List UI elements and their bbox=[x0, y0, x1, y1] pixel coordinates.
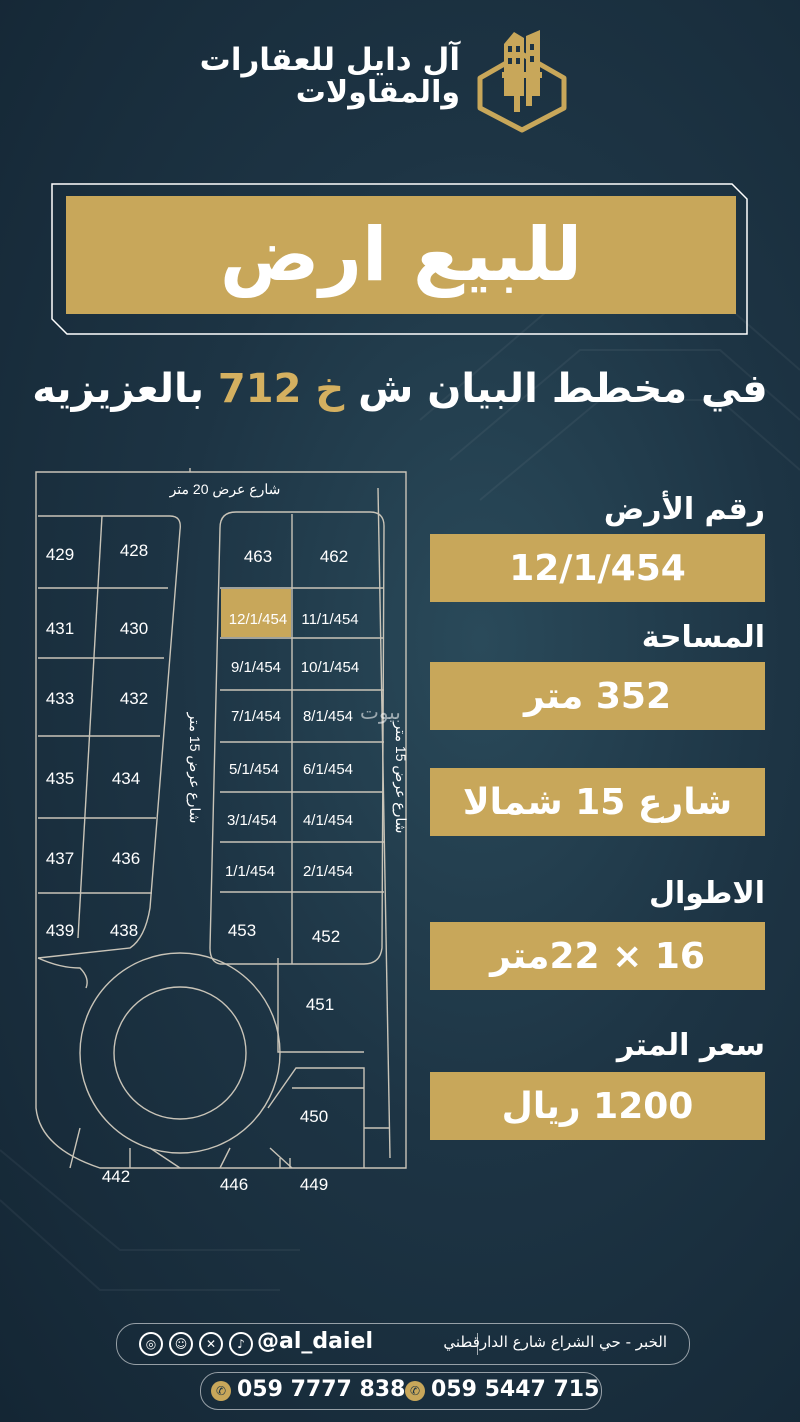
x-icon[interactable]: ✕ bbox=[199, 1332, 223, 1356]
phone-bar bbox=[200, 1372, 602, 1410]
plot-number-box bbox=[430, 534, 765, 602]
subtitle-after: بالعزيزيه bbox=[32, 366, 218, 412]
plot-label: 1/1/454 bbox=[224, 863, 276, 880]
plot-label: 9/1/454 bbox=[230, 659, 282, 676]
site-plan-map bbox=[30, 468, 410, 1194]
price-value: 1200 ريال bbox=[501, 1085, 694, 1127]
brand-header bbox=[199, 26, 580, 136]
brand-name bbox=[200, 44, 460, 108]
phone-icon: ✆ bbox=[405, 1381, 425, 1401]
plot-label: 11/1/454 bbox=[301, 611, 359, 628]
plot-label: 438 bbox=[109, 921, 139, 940]
plot-label: 428 bbox=[119, 541, 149, 560]
area-label: المساحة bbox=[641, 620, 765, 655]
plot-label: 436 bbox=[111, 849, 141, 868]
subtitle-before: في مخطط البيان ش bbox=[344, 366, 768, 412]
brand-name-line1: آل دايل للعقارات bbox=[199, 42, 460, 78]
social-handle[interactable]: @al_daiel bbox=[257, 1329, 373, 1354]
area-value: 352 متر bbox=[523, 675, 672, 717]
phone-icon: ✆ bbox=[211, 1381, 231, 1401]
plot-label: 8/1/454 bbox=[302, 708, 354, 725]
plot-label: 435 bbox=[45, 769, 75, 788]
plot-label: 4/1/454 bbox=[302, 812, 354, 829]
plot-label: 6/1/454 bbox=[302, 761, 354, 778]
plot-label: 439 bbox=[45, 921, 75, 940]
tiktok-icon[interactable]: ♪ bbox=[229, 1332, 253, 1356]
for-sale-banner bbox=[66, 196, 736, 314]
plot-label: 450 bbox=[299, 1107, 329, 1126]
plot-label: 432 bbox=[119, 689, 149, 708]
phone-number-2[interactable]: 059 5447 715 bbox=[431, 1377, 600, 1402]
plot-label: 462 bbox=[319, 547, 349, 566]
plot-label: 10/1/454 bbox=[300, 659, 360, 676]
contact-bar bbox=[116, 1323, 690, 1365]
plot-label: 449 bbox=[299, 1175, 329, 1194]
instagram-icon[interactable]: ◎ bbox=[139, 1332, 163, 1356]
address-text: الخبر - حي الشراع شارع الدارقطني bbox=[443, 1333, 667, 1351]
plot-label: 442 bbox=[101, 1167, 131, 1186]
watermark: بيوت bbox=[360, 700, 401, 724]
plot-label: 7/1/454 bbox=[230, 708, 282, 725]
plot-label: 452 bbox=[311, 927, 341, 946]
brand-name-line2: والمقاولات bbox=[295, 74, 460, 110]
plot-label: 429 bbox=[45, 545, 75, 564]
plot-label: 437 bbox=[45, 849, 75, 868]
price-box bbox=[430, 1072, 765, 1140]
price-label: سعر المتر bbox=[616, 1028, 765, 1063]
plot-label: 5/1/454 bbox=[228, 761, 280, 778]
right-street-label: شارع عرض 15 متر bbox=[393, 722, 409, 834]
building-logo-icon bbox=[474, 26, 570, 132]
location-subtitle bbox=[0, 366, 800, 412]
plot-label: 433 bbox=[45, 689, 75, 708]
plot-label: 451 bbox=[305, 995, 335, 1014]
left-street-label: شارع عرض 15 متر bbox=[187, 712, 203, 824]
plot-label: 463 bbox=[243, 547, 273, 566]
plot-label: 446 bbox=[219, 1175, 249, 1194]
plot-label: 453 bbox=[227, 921, 257, 940]
plot-label: 434 bbox=[111, 769, 141, 788]
top-street-label: شارع عرض 20 متر bbox=[169, 481, 281, 497]
snapchat-icon[interactable]: ☺ bbox=[169, 1332, 193, 1356]
banner-title: للبيع ارض bbox=[219, 212, 583, 298]
site-plan-drawing bbox=[30, 468, 410, 1194]
area-box bbox=[430, 662, 765, 730]
plot-label: 2/1/454 bbox=[302, 863, 354, 880]
plot-label: 3/1/454 bbox=[226, 812, 278, 829]
plot-label-selected: 12/1/454 bbox=[228, 611, 288, 628]
plot-label: 431 bbox=[45, 619, 75, 638]
subtitle-highlight: خ 712 bbox=[217, 366, 345, 412]
phone-number-1[interactable]: 059 7777 838 bbox=[237, 1377, 406, 1402]
dimensions-label: الاطوال bbox=[648, 876, 765, 911]
plot-number-value: 12/1/454 bbox=[509, 547, 686, 589]
street-value: شارع 15 شمالا bbox=[462, 781, 733, 823]
street-box bbox=[430, 768, 765, 836]
plot-number-label: رقم الأرض bbox=[603, 492, 765, 527]
plot-label: 430 bbox=[119, 619, 149, 638]
dimensions-box bbox=[430, 922, 765, 990]
dimensions-value: 16 × 22متر bbox=[490, 935, 705, 977]
